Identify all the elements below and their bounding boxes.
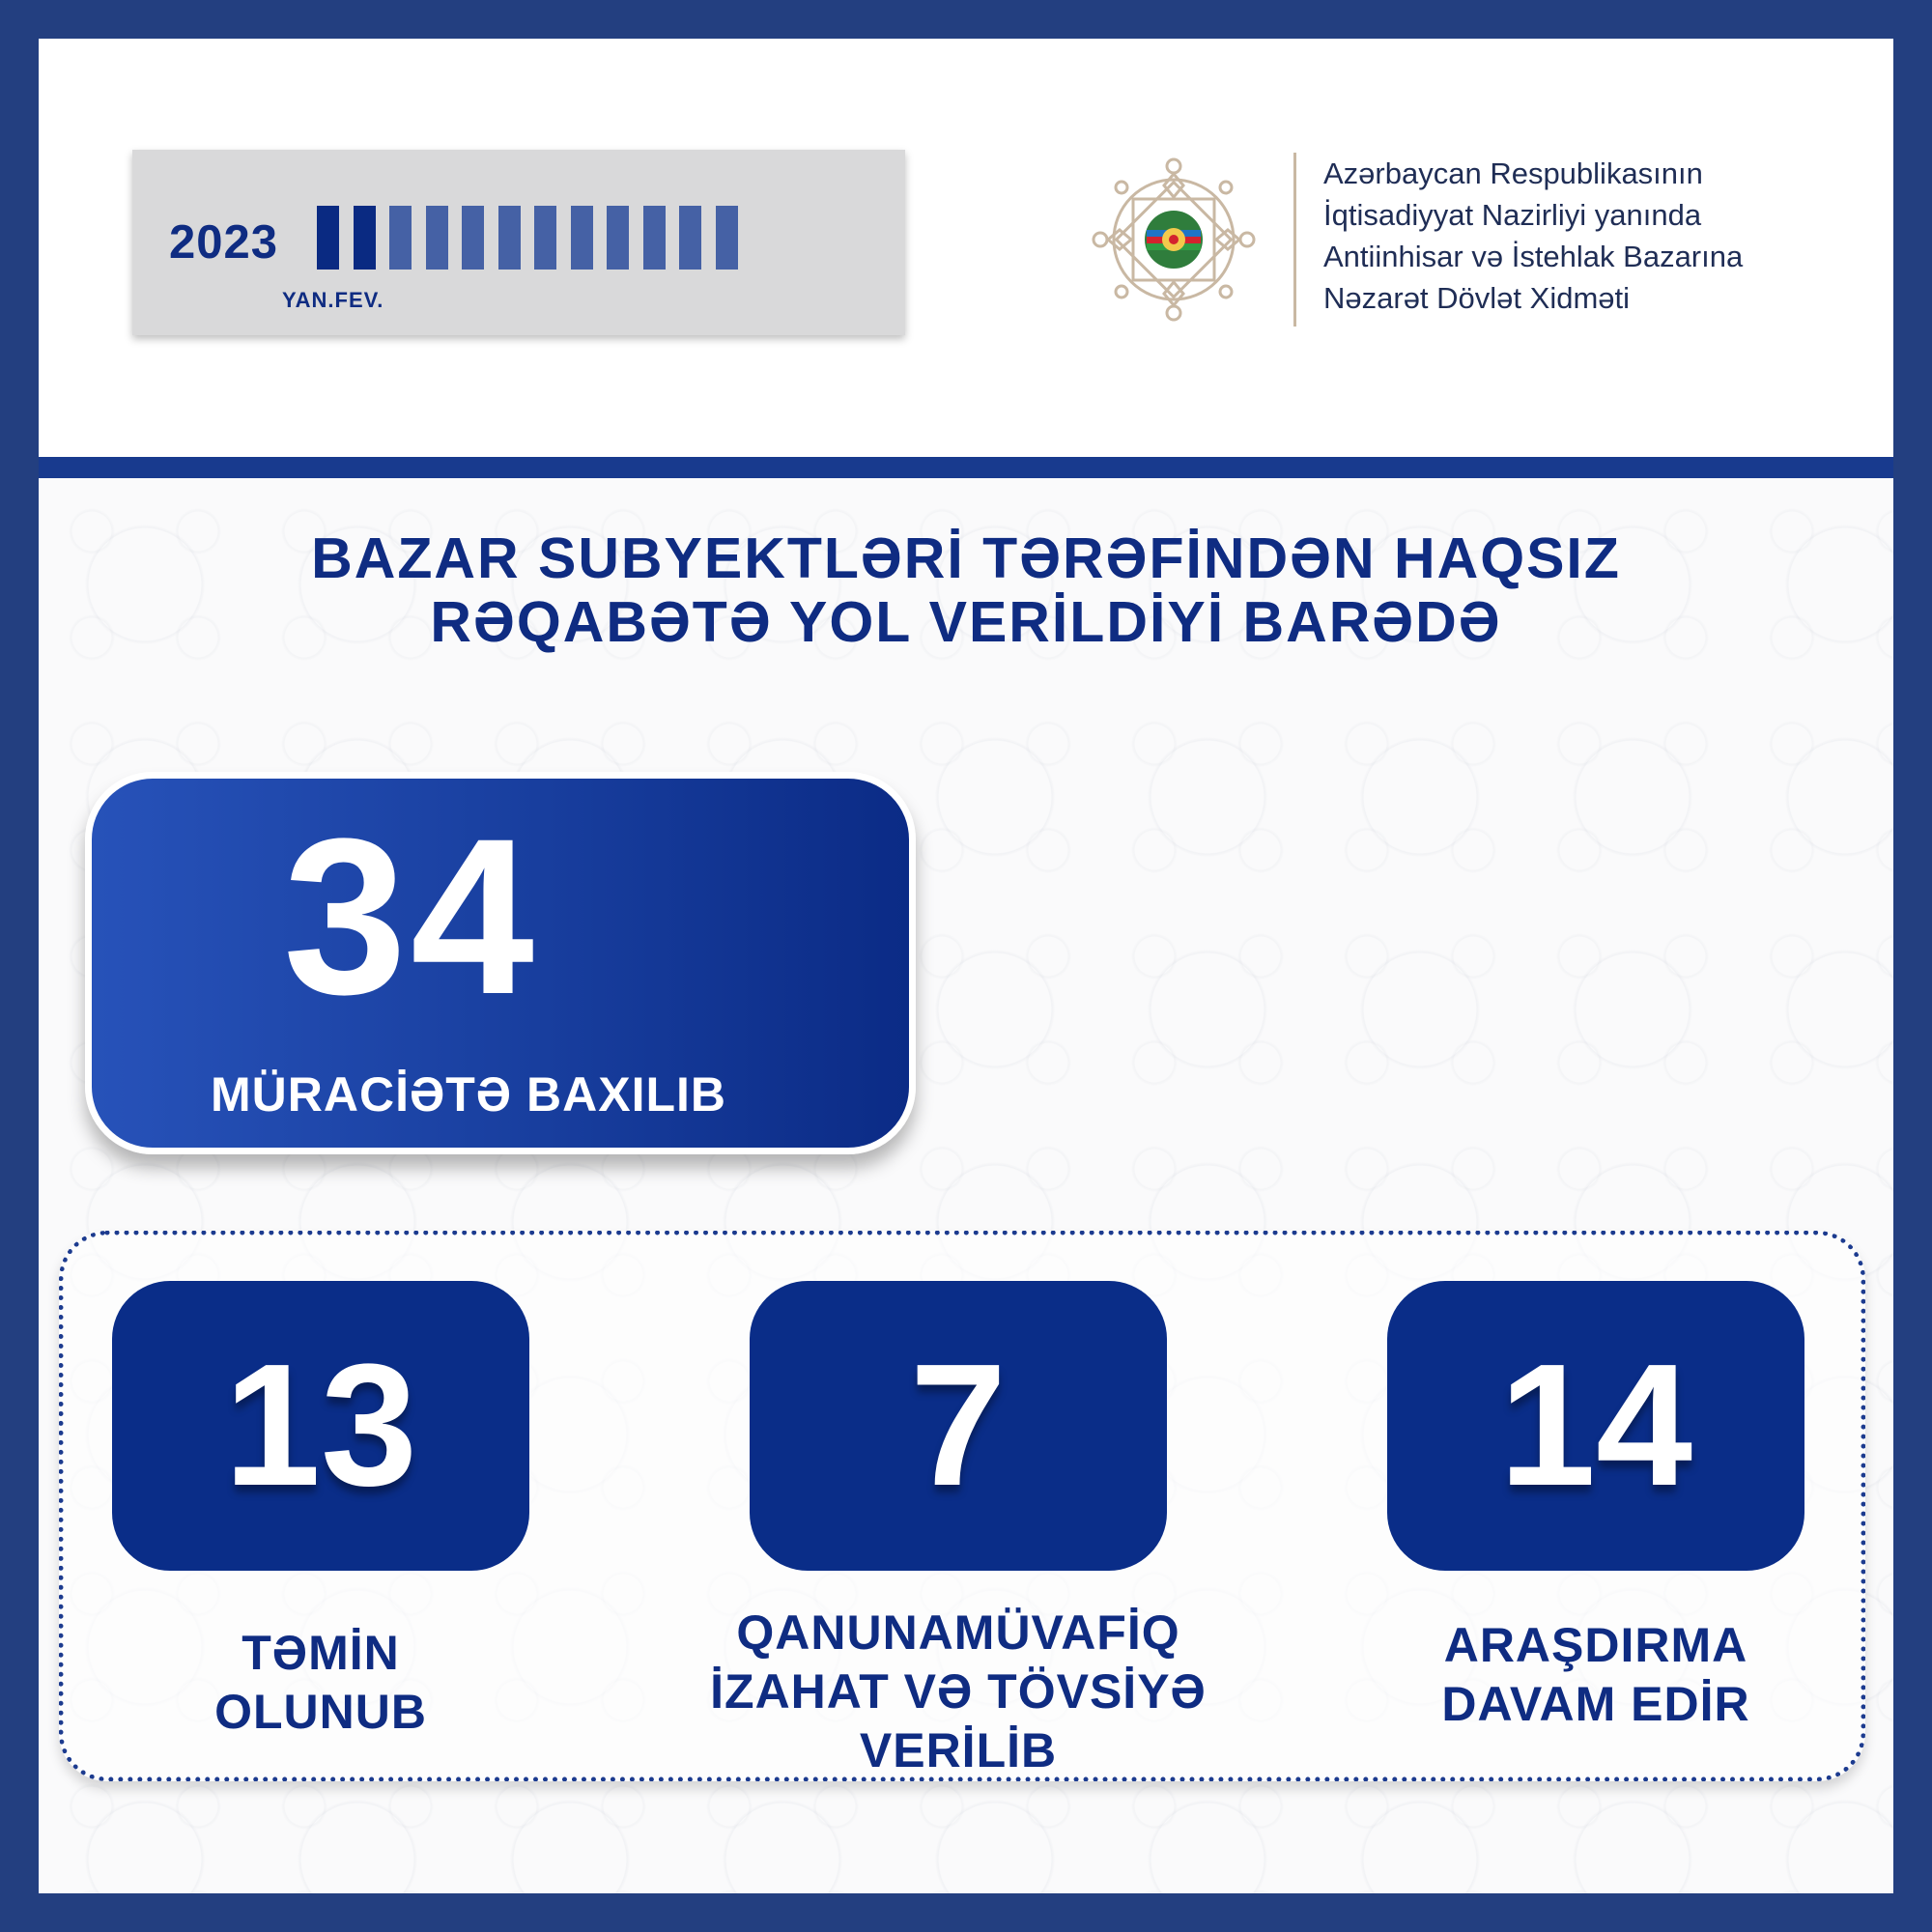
title-line: RƏQABƏTƏ YOL VERİLDİYİ BARƏDƏ [430,590,1502,654]
org-line: Azərbaycan Respublikasının [1323,156,1703,190]
timeline-year: 2023 [169,216,279,269]
timeline-month-bar [571,206,593,270]
timeline-month-bar [534,206,556,270]
title-line: BAZAR SUBYEKTLƏRİ TƏRƏFİNDƏN HAQSIZ [311,526,1621,590]
timeline-month-bar [426,206,448,270]
timeline-month-bar [716,206,738,270]
stat-number: 7 [909,1328,1008,1522]
stat-label-advised: QANUNAMÜVAFİQ İZAHAT VƏ TÖVSİYƏ VERİLİB [710,1605,1207,1777]
stat-card-resolved [112,1281,529,1571]
infographic-panel [39,39,1893,1893]
state-emblem-logo-icon [1087,153,1261,327]
org-line: Nəzarət Dövlət Xidməti [1323,281,1631,315]
timeline-month-bar [679,206,701,270]
stat-number: 14 [1498,1328,1693,1522]
header-divider [39,457,1893,478]
stat-label-resolved: TƏMİN OLUNUB [214,1626,427,1739]
timeline-month-bar [317,206,339,270]
org-line: İqtisadiyyat Nazirliyi yanında [1323,198,1702,232]
stat-label-ongoing: ARAŞDIRMA DAVAM EDİR [1441,1618,1750,1731]
total-requests-label: MÜRACİƏTƏ BAXILIB [210,1067,727,1122]
timeline-month-bar [354,206,376,270]
total-requests-card [85,772,916,1154]
timeline-box [132,150,905,335]
header [39,39,1893,457]
total-requests-number: 34 [283,792,538,1040]
stat-number: 13 [223,1328,418,1522]
timeline-month-bar [498,206,521,270]
timeline-months: YAN.FEV. [282,288,384,312]
timeline-month-bar [389,206,412,270]
timeline-month-bar [462,206,484,270]
stat-card-advised [750,1281,1167,1571]
logo-divider [1293,153,1296,327]
stat-card-ongoing [1387,1281,1804,1571]
timeline-month-bar [643,206,666,270]
org-line: Antiinhisar və İstehlak Bazarına [1323,240,1744,273]
page-title [39,526,1893,654]
organization-name [1323,153,1743,319]
timeline-month-bar [607,206,629,270]
